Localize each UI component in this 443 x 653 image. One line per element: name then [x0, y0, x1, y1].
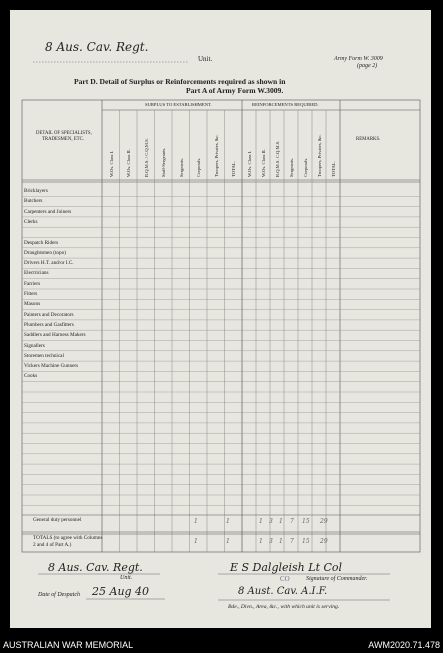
row-label: Storemen technical	[24, 352, 64, 359]
row-label: Butchers	[24, 198, 43, 205]
row-label: Cooks	[24, 373, 38, 380]
totals-label-line-1: TOTALS (to agree with Columns	[33, 535, 103, 541]
row-label: Saddlers and Harness Makers	[24, 332, 86, 339]
reinforcement-col-label: TOTAL.	[331, 161, 336, 177]
totals-count: 1	[194, 538, 198, 545]
surplus-col-label: Corporals.	[196, 157, 202, 177]
surplus-col-label: Staff-Sergeants.	[161, 147, 167, 177]
signature-label: Signature of Commander.	[306, 576, 368, 582]
row-label: Clerks	[24, 218, 38, 225]
bde-handwritten: 8 Aust. Cav. A.I.F.	[238, 586, 328, 597]
date-of-despatch-label: Date of Despatch	[38, 592, 80, 598]
row-label: Vickers Machine Gunners	[24, 363, 79, 370]
totals-count: 7	[290, 538, 294, 545]
row-label: Carpenters and Joiners	[24, 208, 72, 215]
general-duty-count: 29	[320, 518, 328, 525]
surplus-col-label: W.Os. Class I.	[108, 150, 114, 177]
commander-signature: E S Dalgleish Lt Col	[230, 561, 343, 574]
reinforcement-col-label: R.Q.M.S. C.Q.M.S.	[275, 140, 280, 177]
general-duty-label: General duty personnel	[33, 517, 82, 523]
totals-count: 1	[259, 538, 263, 545]
totals-label-line-2: 2 and 4 of Part A.)	[33, 542, 72, 548]
form-title-line-1: Part D. Detail of Surplus or Reinforcements required as shown in	[74, 77, 286, 86]
surplus-col-label: W.Os. Class II.	[126, 149, 132, 177]
general-duty-count: 3	[269, 518, 273, 525]
row-label: Fitters	[24, 291, 38, 297]
general-duty-count: 1	[259, 518, 263, 525]
surplus-col-label: Troopers, Privates, &c.	[213, 134, 219, 177]
caption-right: AWM2020.71.478	[368, 640, 440, 650]
bottom-unit-handwritten: 8 Aus. Cav. Regt.	[48, 561, 143, 574]
row-label: Signallers	[24, 342, 45, 349]
form-title-line-2: Part A of Army Form W.3009.	[186, 86, 284, 95]
form-reference: Army Form W. 3009	[334, 56, 383, 62]
general-duty-count: 1	[279, 518, 283, 525]
bde-label: Bde., Divn., Area, &c., with which unit is serving.	[228, 604, 340, 610]
unit-handwritten: 8 Aus. Cav. Regt.	[45, 40, 149, 54]
reinforcement-col-label: Corporals.	[303, 157, 308, 177]
general-duty-count: 7	[290, 518, 294, 525]
caption-bar	[0, 638, 443, 653]
unit-stamp: CO	[280, 575, 290, 583]
reinforcement-col-label: Troopers, Privates, &c.	[317, 134, 322, 177]
totals-count: 1	[226, 538, 230, 545]
totals-count: 29	[320, 538, 328, 545]
reinforcement-col-label: Sergeants.	[289, 158, 294, 177]
totals-count: 3	[269, 538, 273, 545]
general-duty-count: 1	[226, 518, 230, 525]
row-label: Painters and Decorators	[24, 311, 74, 318]
reinforcement-col-label: W.Os. Class II.	[261, 149, 266, 177]
row-label: Bricklayers	[24, 188, 48, 194]
page-reference: (page 2)	[357, 63, 378, 69]
row-label: Draughtsmen (topo)	[24, 249, 66, 256]
row-label: Drivers H.T. and/or I.C.	[24, 260, 74, 267]
surplus-col-label: R.Q.M.S. / C.Q.M.S.	[143, 138, 149, 177]
detail-header-line-2: TRADESMEN, ETC.	[42, 137, 84, 142]
row-label: Masons	[24, 301, 41, 308]
row-label: Farriers	[24, 280, 41, 287]
row-label: Despatch Riders	[24, 239, 59, 246]
totals-count: 1	[279, 538, 283, 545]
general-duty-count: 15	[302, 518, 310, 525]
caption-left: AUSTRALIAN WAR MEMORIAL	[3, 640, 134, 650]
general-duty-count: 1	[194, 518, 198, 525]
totals-count: 15	[302, 538, 310, 545]
surplus-header: SURPLUS TO ESTABLISHMENT.	[145, 102, 212, 107]
surplus-col-label: TOTAL.	[231, 161, 237, 177]
date-handwritten: 25 Aug 40	[92, 585, 150, 598]
unit-label: Unit.	[198, 55, 213, 63]
row-label: Plumbers and Gasfitters	[24, 321, 74, 328]
reinforcements-header: REINFORCEMENTS REQUIRED.	[252, 102, 319, 107]
row-label: Electricians	[24, 270, 49, 277]
bottom-unit-label: Unit.	[120, 575, 133, 581]
reinforcement-col-label: W.Os. Class I.	[247, 150, 252, 177]
surplus-col-label: Sergeants.	[178, 158, 184, 177]
remarks-header: REMARKS.	[356, 137, 381, 142]
detail-header-line-1: DETAIL OF SPECIALISTS,	[36, 131, 92, 136]
